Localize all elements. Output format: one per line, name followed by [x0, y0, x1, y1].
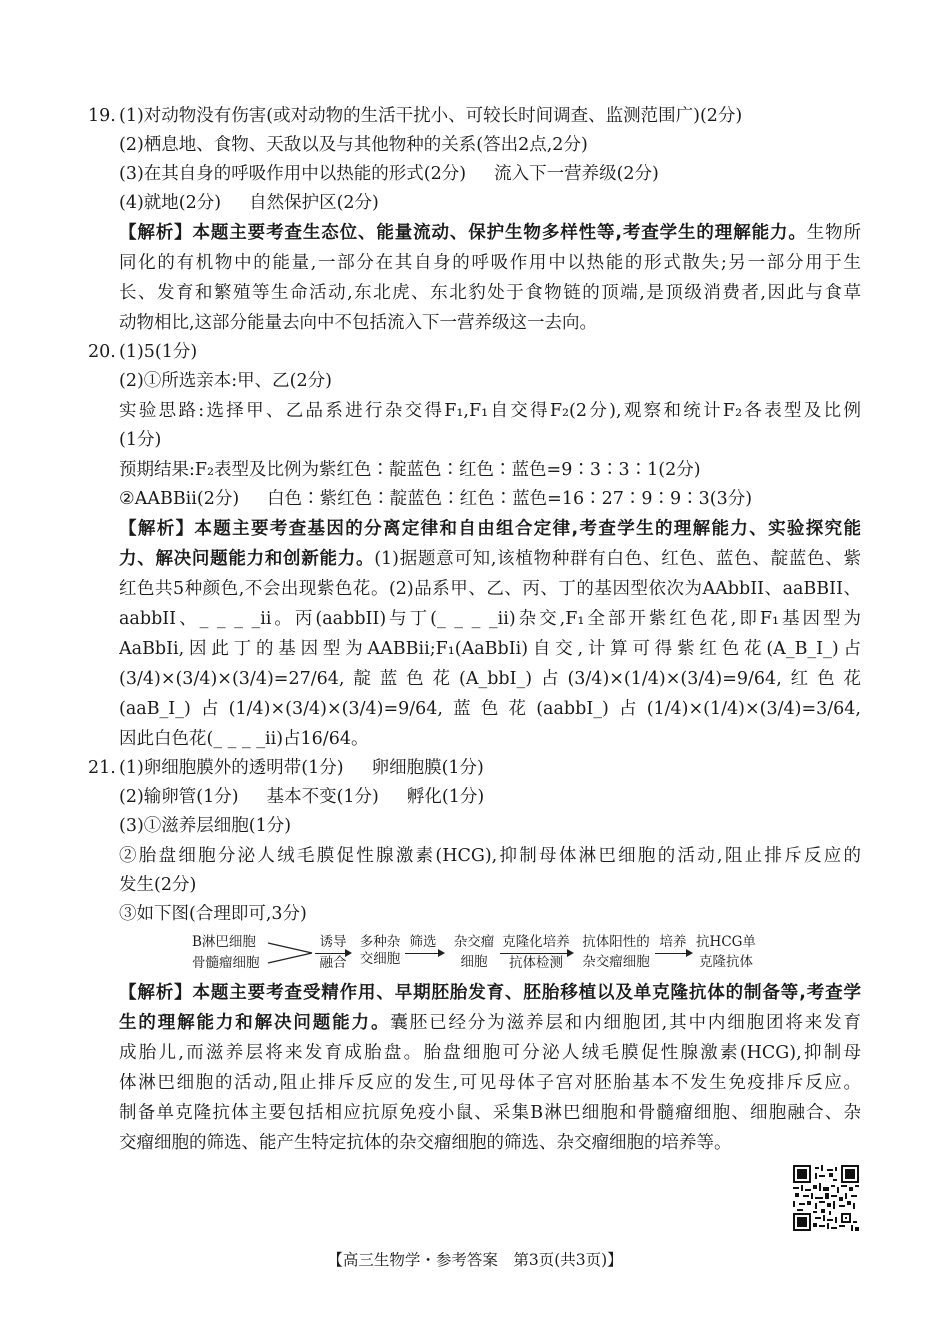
q20-analysis-line-4: aabbII、_ _ _ _ii。丙(aabbII)与丁(_ _ _ _ii)杂交,F₁全部开紫红色花,即F₁基因型为	[119, 609, 861, 629]
multi-hybrid-1: 多种杂	[359, 934, 401, 950]
culture-label: 培养	[659, 934, 687, 950]
q21-line-2	[119, 782, 861, 812]
q20-analysis-line-5: AaBbIi,因此丁的基因型为AABBii;F₁(AaBbIi)自交,计算可得紫红色花(A_B_I_)占	[119, 639, 861, 659]
q20-answer-6a: ②AABBii(2分)	[119, 489, 240, 509]
arrow-fuse	[315, 953, 350, 954]
q20-line-5: 预期结果:F₂表型及比例为紫红色∶靛蓝色∶红色∶蓝色=9∶3∶3∶1(2分)	[119, 460, 701, 480]
q19-line-3	[119, 159, 861, 189]
q19-analysis-text: 生物所	[806, 223, 861, 243]
mab-label-2: 克隆抗体	[699, 954, 753, 970]
arrow-clone	[500, 953, 572, 954]
q20-line-6	[119, 484, 861, 514]
mab-label-1: 抗HCG单	[696, 934, 756, 950]
positive-hybridoma-1: 抗体阳性的	[582, 934, 650, 950]
q21-line-5: 发生(2分)	[119, 875, 197, 895]
q21-answer-1a: (1)卵细胞膜外的透明带(1分)	[119, 758, 344, 778]
q21-analysis-line-5: 制备单克隆抗体主要包括相应抗原免疫小鼠、采集B淋巴细胞和骨髓瘤细胞、细胞融合、杂	[119, 1103, 861, 1123]
q20-line-1: (1)5(1分)	[119, 342, 198, 362]
q20-analysis-line-8: 因此白色花(_ _ _ _ii)占16/64。	[119, 729, 369, 749]
q21-analysis-line-2	[119, 1008, 861, 1038]
q21-analysis-heading-end: 生的理解能力和解决问题能力。	[119, 1013, 391, 1033]
q20-analysis-line-3: 红色共5种颜色,不会出现紫色花。(2)品系甲、乙、丙、丁的基因型依次为AAbbII、aaBBII、	[119, 579, 861, 599]
q19-answer-4b: 自然保护区(2分)	[249, 193, 379, 213]
q20-line-3: 实验思路:选择甲、乙品系进行杂交得F₁,F₁自交得F₂(2分),观察和统计F₂各表型及比例	[119, 401, 861, 421]
q19-number: 19.	[88, 106, 116, 126]
q20-analysis-line-1: 【解析】本题主要考查基因的分离定律和自由组合定律,考查学生的理解能力、实验探究能	[119, 519, 861, 539]
arrow-culture	[655, 953, 691, 954]
q21-number: 21.	[88, 758, 116, 778]
merge-lines	[266, 940, 314, 966]
q19-answer-3b: 流入下一营养级(2分)	[494, 164, 659, 184]
q21-answer-1b: 卵细胞膜(1分)	[371, 758, 484, 778]
q21-analysis-line-6: 交瘤细胞的筛选、能产生特定抗体的杂交瘤细胞的筛选、杂交瘤细胞的培养等。	[119, 1133, 732, 1153]
q19-analysis-line-3: 长、发育和繁殖等生命活动,东北虎、东北豹处于食物链的顶端,是顶级消费者,因此与食草	[119, 283, 861, 303]
multi-hybrid-2: 交细胞	[359, 951, 401, 967]
fuse-label: 融合	[319, 955, 347, 971]
arrow-screen	[405, 953, 443, 954]
b-cell-label: B淋巴细胞	[192, 934, 256, 950]
q19-analysis-heading: 【解析】本题主要考查生态位、能量流动、保护生物多样性等,考查学生的理解能力。	[119, 223, 807, 243]
q21-analysis-line-3: 成胎儿,而滋养层将来发育成胎盘。胎盘细胞可分泌人绒毛膜促性腺激素(HCG),抑制母	[119, 1043, 861, 1063]
q19-line-2: (2)栖息地、食物、天敌以及与其他物种的关系(答出2点,2分)	[119, 135, 588, 155]
q20-analysis-heading-end: 力、解决问题能力和创新能力。	[119, 549, 375, 569]
qr-code-icon[interactable]	[793, 1165, 859, 1231]
clone-culture-label: 克隆化培养	[502, 934, 570, 950]
q20-analysis-line-6: (3/4)×(3/4)×(3/4)=27/64,靛蓝色花(A_bbI_)占(3/4)×(1/4)×(3/4)=9/64,红色花	[119, 669, 861, 689]
q21-analysis-text: 囊胚已经分为滋养层和内细胞团,其中内细胞团将来发育	[390, 1013, 861, 1033]
q19-analysis-line-2: 同化的有机物中的能量,一部分在其自身的呼吸作用中以热能的形式散失;另一部分用于生	[119, 253, 861, 273]
q19-analysis-line-4: 动物相比,这部分能量去向中不包括流入下一营养级这一去向。	[119, 313, 598, 333]
q20-analysis-line-2	[119, 544, 861, 574]
q19-line-4	[119, 188, 861, 218]
q21-line-1	[119, 753, 861, 783]
induce-label: 诱导	[319, 934, 347, 950]
hybridoma-1: 杂交瘤	[453, 934, 495, 950]
q21-answer-2b: 基本不变(1分)	[266, 787, 379, 807]
q21-analysis-line-1: 【解析】本题主要考查受精作用、早期胚胎发育、胚胎移植以及单克隆抗体的制备等,考查学	[119, 983, 861, 1003]
screen-label: 筛选	[409, 934, 437, 950]
q20-analysis-line-7: (aaB_I_)占(1/4)×(3/4)×(3/4)=9/64,蓝色花(aabbI_)占(1/4)×(1/4)×(3/4)=3/64,	[119, 699, 861, 719]
q20-analysis-text: (1)据题意可知,该植物种群有白色、红色、蓝色、靛蓝色、紫	[374, 549, 861, 569]
q21-answer-2c: 孵化(1分)	[406, 787, 485, 807]
page-footer: 【高三生物学・参考答案 第3页(共3页)】	[327, 1251, 623, 1269]
q21-analysis-line-4: 体淋巴细胞的活动,阻止排斥反应的发生,可见母体子宫对胚胎基本不发生免疫排斥反应。	[119, 1073, 861, 1093]
q20-line-2: (2)①所选亲本:甲、乙(2分)	[119, 371, 332, 391]
positive-hybridoma-2: 杂交瘤细胞	[582, 954, 650, 970]
q21-answer-2a: (2)输卵管(1分)	[119, 787, 239, 807]
hybridoma-2: 细胞	[460, 954, 488, 970]
q19-answer-3a: (3)在其自身的呼吸作用中以热能的形式(2分)	[119, 164, 467, 184]
q19-line-1: (1)对动物没有伤害(或对动物的生活干扰小、可较长时间调查、监测范围广)(2分)	[119, 106, 743, 126]
q20-line-4: (1分)	[119, 430, 162, 450]
antibody-test-label: 抗体检测	[509, 955, 563, 971]
q21-line-4: ②胎盘细胞分泌人绒毛膜促性腺激素(HCG),抑制母体淋巴细胞的活动,阻止排斥反应的	[119, 846, 861, 866]
q21-line-3: (3)①滋养层细胞(1分)	[119, 816, 292, 836]
myeloma-label: 骨髓瘤细胞	[192, 955, 260, 971]
q20-answer-6b: 白色∶紫红色∶靛蓝色∶红色∶蓝色=16∶27∶9∶9∶3(3分)	[267, 489, 753, 509]
q19-analysis-line-1	[119, 218, 861, 248]
q21-line-6: ③如下图(合理即可,3分)	[119, 904, 307, 924]
q20-number: 20.	[88, 342, 116, 362]
q19-answer-4a: (4)就地(2分)	[119, 193, 222, 213]
